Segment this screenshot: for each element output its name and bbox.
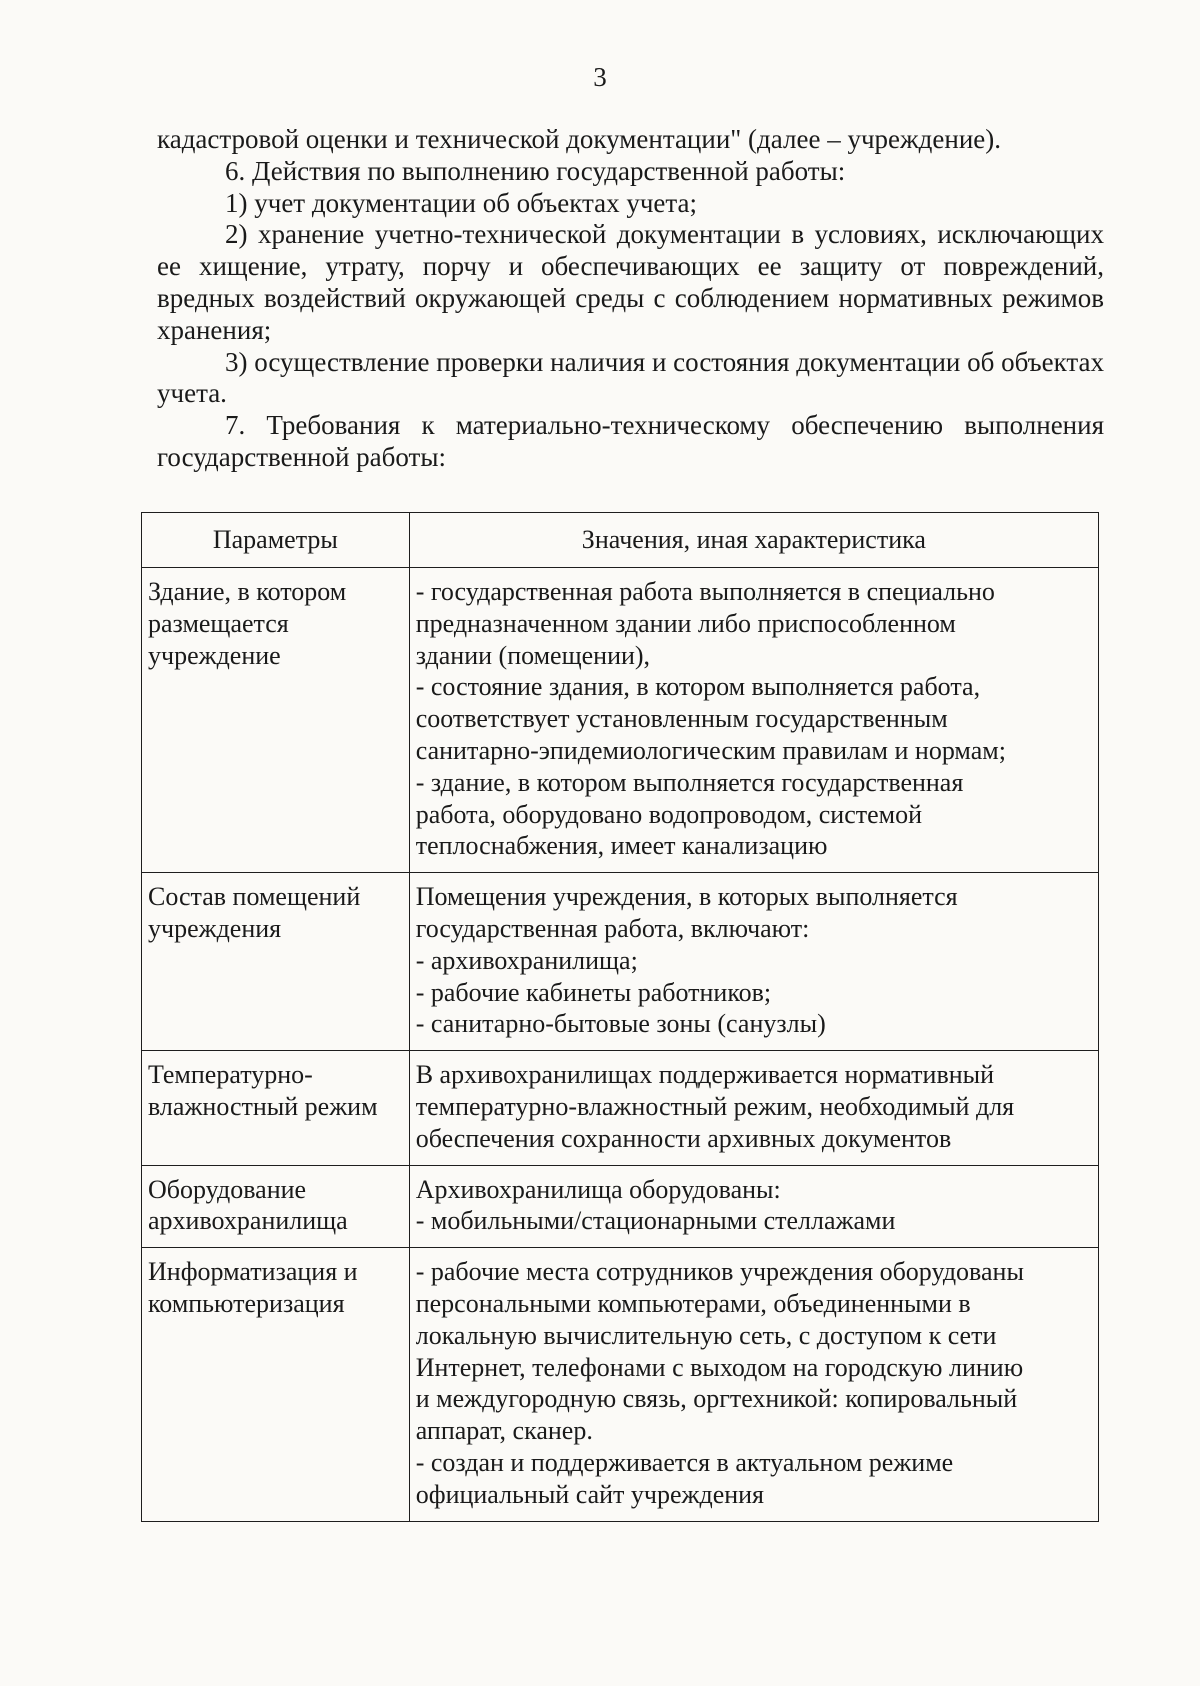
value-line: теплоснабжения, имеет канализацию xyxy=(415,831,828,861)
value-line: - рабочие места сотрудников учреждения оборудованы xyxy=(415,1257,1024,1287)
param-cell xyxy=(142,873,410,1051)
table-row xyxy=(142,873,1099,1051)
table-row xyxy=(142,1165,1099,1248)
table-row xyxy=(142,568,1099,873)
value-cell xyxy=(409,1051,1098,1165)
param-line: Оборудование xyxy=(148,1174,307,1204)
param-line: размещается xyxy=(148,608,289,638)
param-cell xyxy=(142,568,410,873)
param-line: Информатизация и xyxy=(148,1257,358,1287)
value-line: здании (помещении), xyxy=(415,640,651,670)
value-line: - санитарно-бытовые зоны (санузлы) xyxy=(415,1009,826,1039)
value-line: и междугородную связь, оргтехникой: копировальный xyxy=(415,1384,1018,1414)
param-line: компьютеризация xyxy=(148,1288,345,1318)
value-cell xyxy=(409,1165,1098,1248)
paragraph: 1) учет документации об объектах учета; xyxy=(225,187,697,218)
param-line: Состав помещений xyxy=(148,882,361,912)
paragraph: 2) хранение учетно-технической документации в условиях, исключающих ее хищение, утрату, порчу и обеспечивающих ее защиту от повреждений, вредных воздействий окружающей среды с соблюдением нормативных режимов хранения; xyxy=(157,219,1104,345)
paragraph: 6. Действия по выполнению государственной работы: xyxy=(225,155,846,186)
value-line: - создан и поддерживается в актуальном режиме xyxy=(415,1447,954,1477)
page-number: 3 xyxy=(593,62,607,92)
value-line: - здание, в котором выполняется государственная xyxy=(415,767,964,797)
value-line: предназначенном здании либо приспособленном xyxy=(415,608,956,638)
table-row xyxy=(142,1051,1099,1165)
paragraph: 7. Требования к материально-техническому обеспечению выполнения государственной работы: xyxy=(157,410,1104,472)
param-line: Здание, в котором xyxy=(148,577,347,606)
table-header-row xyxy=(142,513,1099,568)
value-line: персональными компьютерами, объединенными в xyxy=(415,1288,971,1318)
value-cell xyxy=(409,568,1098,873)
value-line: официальный сайт учреждения xyxy=(415,1479,765,1509)
value-line: Помещения учреждения, в которых выполняется xyxy=(415,882,958,912)
value-line: работа, оборудовано водопроводом, системой xyxy=(415,799,923,829)
value-line: соответствует установленным государственным xyxy=(415,704,948,734)
value-line: - рабочие кабинеты работников; xyxy=(415,977,772,1007)
requirements-table xyxy=(141,512,1099,1522)
value-line: локальную вычислительную сеть, с доступом к сети xyxy=(415,1320,997,1350)
value-cell xyxy=(409,1248,1098,1521)
param-line: учреждения xyxy=(148,913,282,943)
param-line: архивохранилища xyxy=(148,1206,348,1236)
param-line: влажностный режим xyxy=(148,1091,378,1121)
value-line: - государственная работа выполняется в специально xyxy=(415,577,995,606)
table-row xyxy=(142,1248,1099,1521)
value-line: - мобильными/стационарными стеллажами xyxy=(415,1206,896,1236)
value-cell xyxy=(409,873,1098,1051)
value-line: Интернет, телефонами с выходом на городскую линию xyxy=(415,1352,1024,1382)
value-line: государственная работа, включают: xyxy=(415,913,810,943)
param-cell xyxy=(142,1248,410,1521)
paragraph: 3) осуществление проверки наличия и состояния документации об объектах учета. xyxy=(157,346,1104,409)
value-line: - архивохранилища; xyxy=(415,945,638,975)
param-line: Температурно- xyxy=(148,1060,313,1090)
column-header-parameters: Параметры xyxy=(142,513,410,568)
value-line: температурно-влажностный режим, необходимый для xyxy=(415,1091,1015,1121)
value-line: - состояние здания, в котором выполняется работа, xyxy=(415,672,981,702)
param-line: учреждение xyxy=(148,640,281,670)
param-cell xyxy=(142,1051,410,1165)
value-line: обеспечения сохранности архивных документов xyxy=(415,1123,952,1153)
value-line: В архивохранилищах поддерживается нормативный xyxy=(415,1060,995,1090)
value-line: санитарно-эпидемиологическим правилам и нормам; xyxy=(415,735,1006,765)
value-line: аппарат, сканер. xyxy=(415,1416,593,1446)
body-text xyxy=(157,124,1104,474)
column-header-values: Значения, иная характеристика xyxy=(409,513,1098,568)
paragraph: кадастровой оценки и технической документации" (далее – учреждение). xyxy=(157,124,1002,154)
param-cell xyxy=(142,1165,410,1248)
value-line: Архивохранилища оборудованы: xyxy=(415,1174,781,1204)
